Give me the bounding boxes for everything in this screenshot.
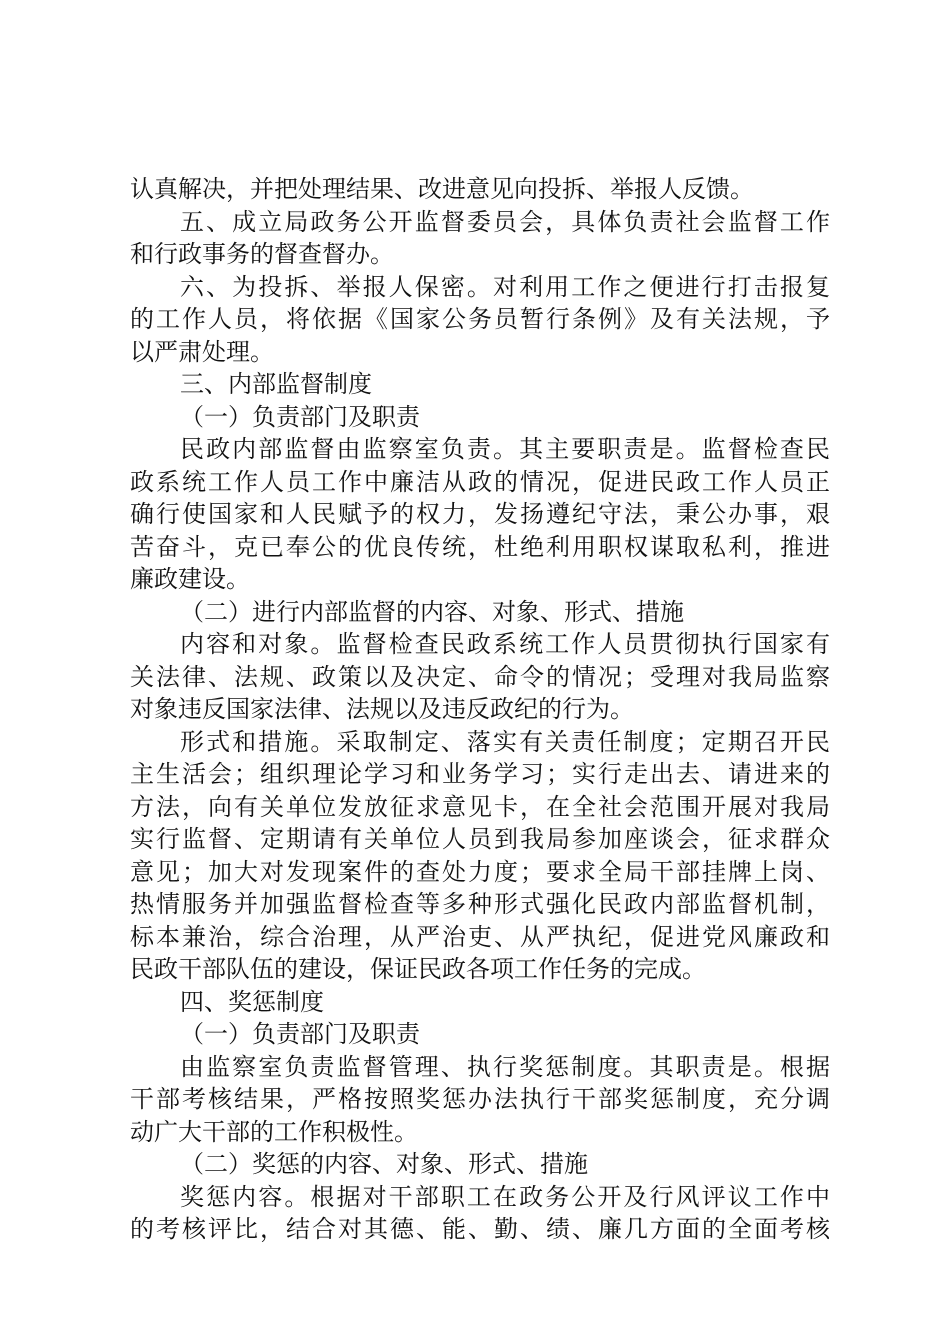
text-line: 对象违反国家法律、法规以及违反政纪的行为。 [130,695,634,723]
text-line: 六、为投拆、举报人保密。对利用工作之便进行打击报复 [180,272,830,301]
text-line: 动广大干部的工作积极性。 [130,1117,418,1146]
text-line: 确行使国家和人民赋予的权力，发扬遵纪守法，秉公办事，艰 [130,500,830,528]
text-line: 方法，向有关单位发放征求意见卡，在全社会范围开展对我局 [130,792,830,821]
text-line: 关法律、法规、政策以及决定、命令的情况；受理对我局监察 [130,662,830,691]
text-line: 干部考核结果，严格按照奖惩办法执行干部奖惩制度，充分调 [130,1085,830,1113]
text-line: （二）奖惩的内容、对象、形式、措施 [180,1150,588,1178]
text-line: 民政干部队伍的建设，保证民政各项工作任务的完成。 [130,955,706,983]
text-line: 内容和对象。监督检查民政系统工作人员贯彻执行国家有 [180,630,830,658]
text-line: 奖惩内容。根据对干部职工在政务公开及行风评议工作中 [180,1182,830,1211]
text-line: 主生活会；组织理论学习和业务学习；实行走出去、请进来的 [130,760,830,788]
text-line: 和行政事务的督查督办。 [130,240,394,268]
text-line: （一）负责部门及职责 [180,402,420,431]
text-line: 五、成立局政务公开监督委员会，具体负责社会监督工作 [180,207,830,236]
document-page [130,173,830,1246]
text-line: 政系统工作人员工作中廉洁从政的情况，促进民政工作人员正 [130,467,830,496]
text-line: 意见；加大对发现案件的查处力度；要求全局干部挂牌上岗、 [130,857,830,886]
text-line: 的考核评比，结合对其德、能、勤、绩、廉几方面的全面考核 [130,1215,830,1243]
text-line: 苦奋斗，克已奉公的优良传统，杜绝利用职权谋取私利，推进 [130,532,830,561]
text-line: （二）进行内部监督的内容、对象、形式、措施 [180,597,684,626]
text-line: 四、奖惩制度 [180,987,324,1016]
text-line: （一）负责部门及职责 [180,1020,420,1048]
text-line: 认真解决，并把处理结果、改进意见向投拆、举报人反馈。 [130,175,754,203]
text-line: 由监察室负责监督管理、执行奖惩制度。其职责是。根据 [180,1052,830,1081]
text-line: 三、内部监督制度 [180,370,372,398]
text-line: 民政内部监督由监察室负责。其主要职责是。监督检查民 [180,435,830,463]
text-line: 廉政建设。 [130,565,250,593]
text-line: 标本兼治，综合治理，从严治吏、从严执纪，促进党风廉政和 [130,922,830,951]
text-line: 形式和措施。采取制定、落实有关责任制度；定期召开民 [180,727,830,756]
text-line: 实行监督、定期请有关单位人员到我局参加座谈会，征求群众 [130,825,830,853]
text-line: 的工作人员，将依据《国家公务员暂行条例》及有关法规，予 [130,305,830,333]
text-line: 以严肃处理。 [130,337,274,366]
text-line: 热情服务并加强监督检查等多种形式强化民政内部监督机制， [130,890,830,918]
